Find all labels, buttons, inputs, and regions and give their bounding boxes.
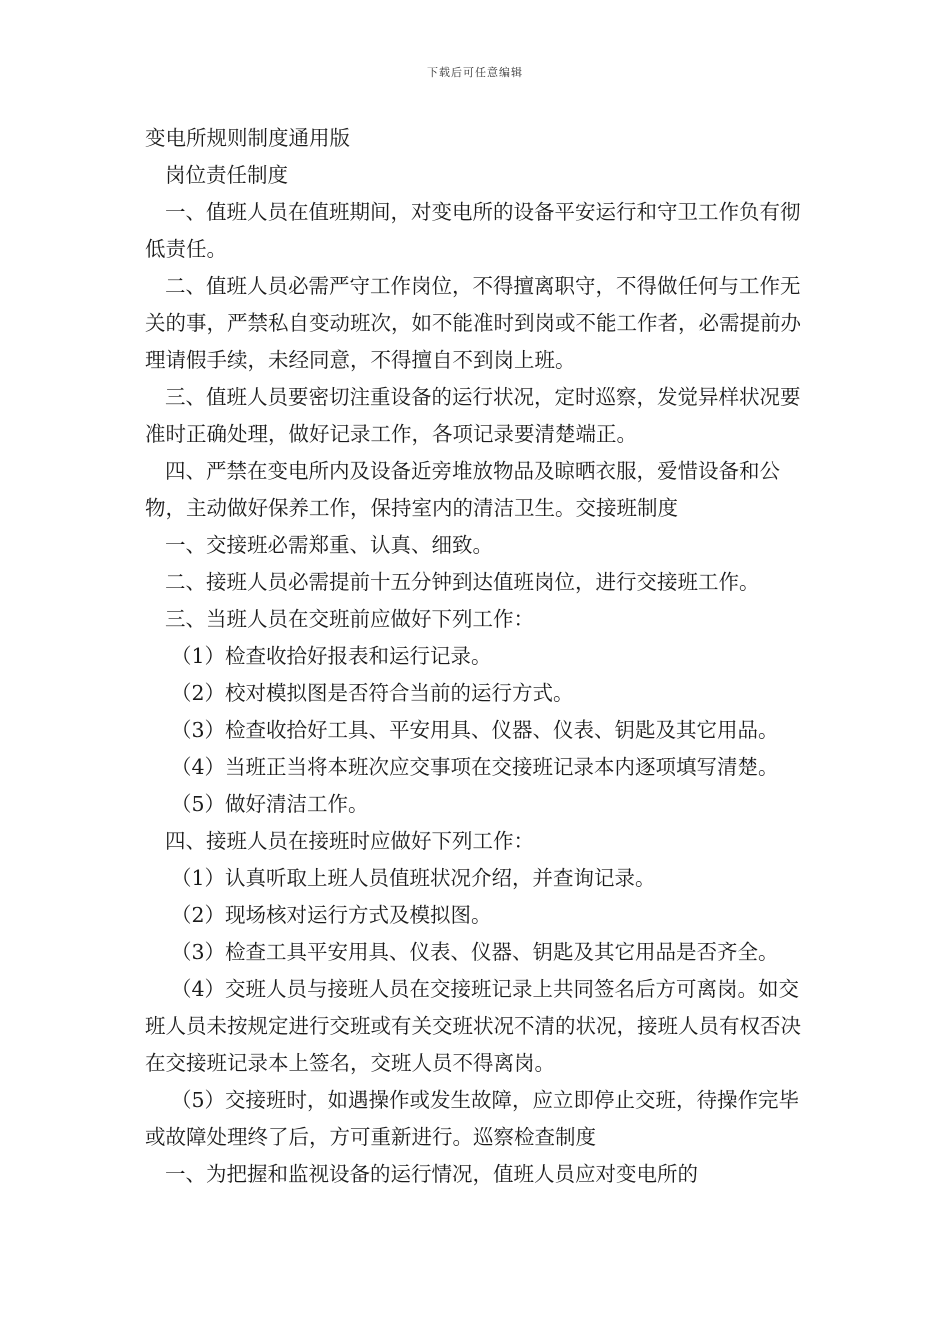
list-item: （5）交接班时，如遇操作或发生故障，应立即停止交班，待操作完毕或故障处理终了后，方可重新进行。巡察检查制度 <box>145 1088 800 1149</box>
list-item: （4）交班人员与接班人员在交接班记录上共同签名后方可离岗。如交班人员未按规定进行交班或有关交班状况不清的状况，接班人员有权否决在交接班记录本上签名，交班人员不得离岗。 <box>145 977 801 1075</box>
list-item: （3）检查收拾好工具、平安用具、仪器、仪表、钥匙及其它用品。 <box>171 718 779 742</box>
section-heading-post-responsibility: 岗位责任制度 <box>165 163 288 187</box>
list-item: （4）当班正当将本班次应交事项在交接班记录本内逐项填写清楚。 <box>171 755 779 779</box>
document-body <box>145 120 815 1193</box>
paragraph: 四、严禁在变电所内及设备近旁堆放物品及晾晒衣服，爱惜设备和公物，主动做好保养工作，保持室内的清洁卫生。交接班制度 <box>145 459 780 520</box>
document-title: 变电所规则制度通用版 <box>145 126 350 150</box>
paragraph: 三、值班人员要密切注重设备的运行状况，定时巡察，发觉异样状况要准时正确处理，做好记录工作，各项记录要清楚端正。 <box>145 385 801 446</box>
list-item: （2）校对模拟图是否符合当前的运行方式。 <box>171 681 574 705</box>
list-item: （2）现场核对运行方式及模拟图。 <box>171 903 492 927</box>
paragraph: 二、值班人员必需严守工作岗位，不得擅离职守，不得做任何与工作无关的事，严禁私自变动班次，如不能准时到岗或不能工作者，必需提前办理请假手续，未经同意，不得擅自不到岗上班。 <box>145 274 801 372</box>
list-item: （3）检查工具平安用具、仪表、仪器、钥匙及其它用品是否齐全。 <box>171 940 779 964</box>
page-header-note: 下载后可任意编辑 <box>427 66 523 79</box>
paragraph: 三、当班人员在交班前应做好下列工作： <box>165 607 534 631</box>
paragraph: 一、为把握和监视设备的运行情况，值班人员应对变电所的 <box>165 1162 698 1186</box>
list-item: （1）认真听取上班人员值班状况介绍，并查询记录。 <box>171 866 656 890</box>
paragraph: 一、值班人员在值班期间，对变电所的设备平安运行和守卫工作负有彻低责任。 <box>145 200 801 261</box>
paragraph: 四、接班人员在接班时应做好下列工作： <box>165 829 534 853</box>
paragraph: 二、接班人员必需提前十五分钟到达值班岗位，进行交接班工作。 <box>165 570 760 594</box>
list-item: （1）检查收拾好报表和运行记录。 <box>171 644 492 668</box>
list-item: （5）做好清洁工作。 <box>171 792 369 816</box>
paragraph: 一、交接班必需郑重、认真、细致。 <box>165 533 493 557</box>
